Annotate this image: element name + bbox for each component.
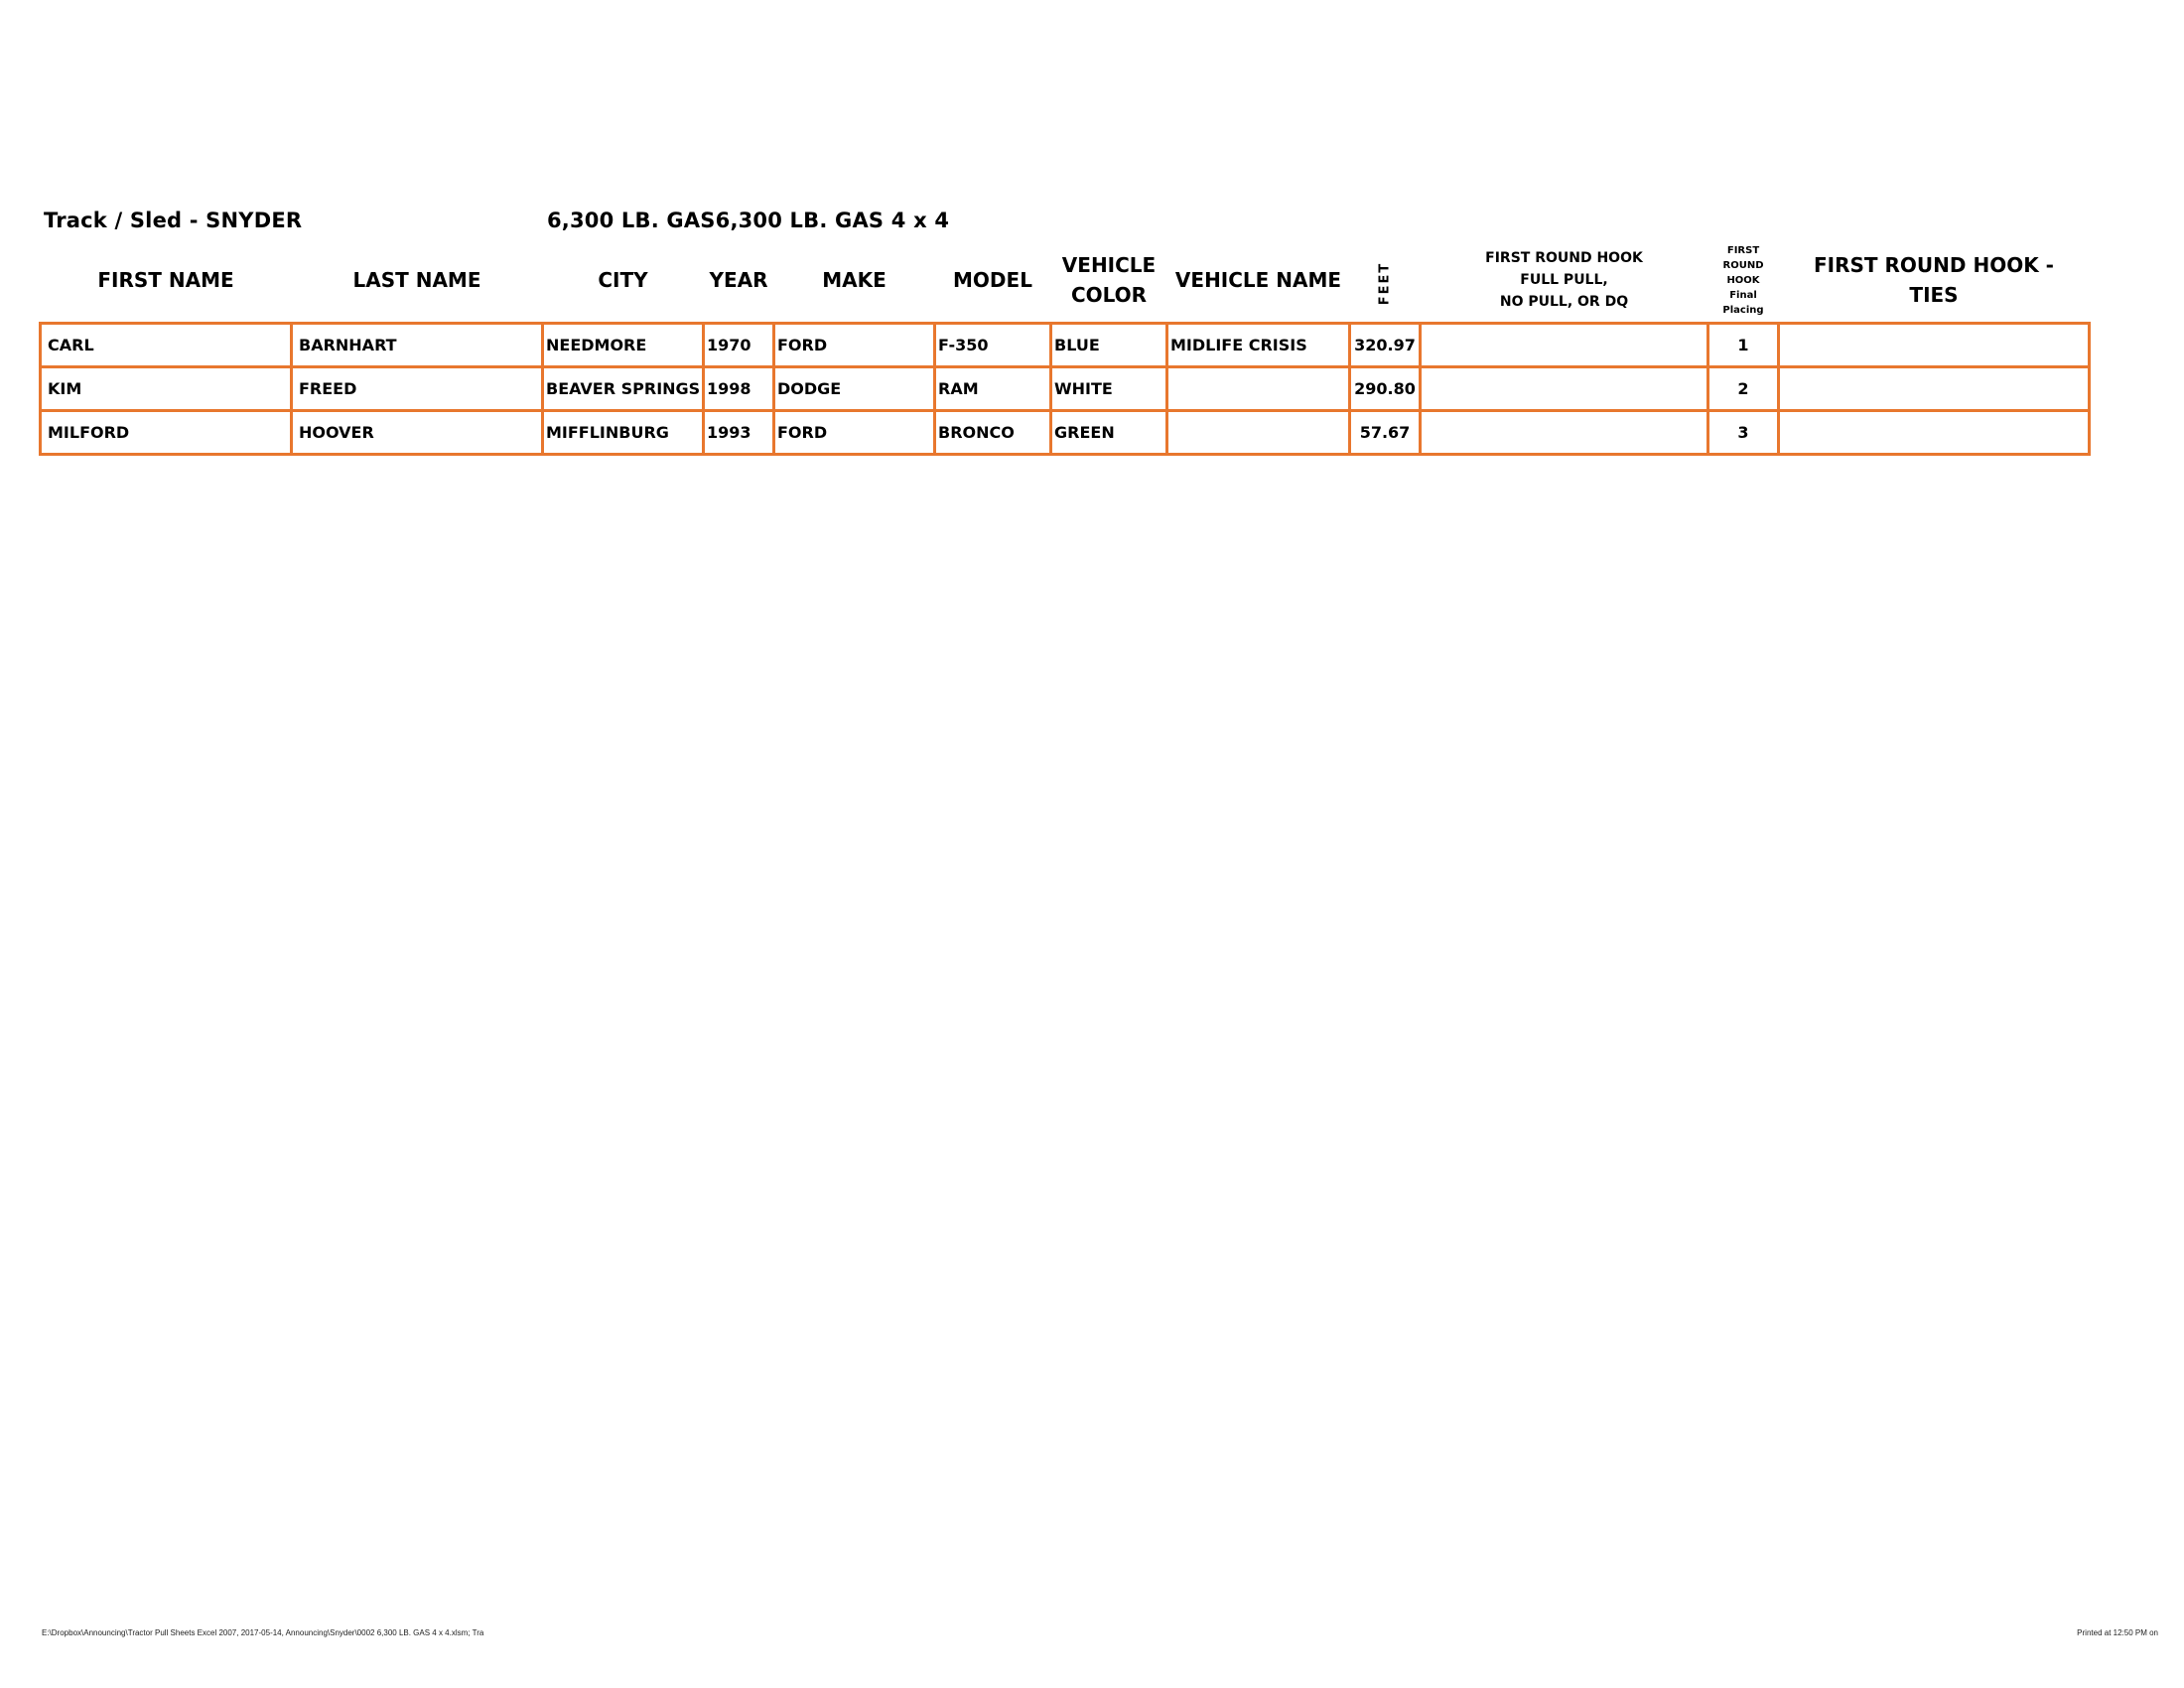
table-row xyxy=(41,324,2090,367)
cell-model[interactable]: RAM xyxy=(935,367,1051,411)
col-header-ties-line2: TIES xyxy=(1909,283,1959,307)
cell-make[interactable]: FORD xyxy=(774,411,935,455)
cell-placing[interactable]: 1 xyxy=(1708,324,1779,367)
cell-vehicle-color[interactable]: WHITE xyxy=(1051,367,1167,411)
col-header-placing-line4: Final xyxy=(1729,289,1757,301)
col-header-year: YEAR xyxy=(709,268,768,292)
track-sled-title: Track / Sled - SNYDER xyxy=(44,209,303,232)
cell-vehicle-color[interactable]: BLUE xyxy=(1051,324,1167,367)
cell-model[interactable]: BRONCO xyxy=(935,411,1051,455)
cell-ties[interactable] xyxy=(1779,367,2090,411)
header-row xyxy=(41,238,2090,324)
col-header-placing-line1: FIRST xyxy=(1726,244,1760,256)
cell-city[interactable]: MIFFLINBURG xyxy=(543,411,704,455)
cell-feet[interactable]: 320.97 xyxy=(1350,324,1421,367)
cell-placing[interactable]: 3 xyxy=(1708,411,1779,455)
table-row xyxy=(41,367,2090,411)
col-header-placing-line5: Placing xyxy=(1722,304,1764,316)
table-row xyxy=(41,411,2090,455)
cell-last-name[interactable]: BARNHART xyxy=(292,324,543,367)
cell-first-name[interactable]: KIM xyxy=(41,367,292,411)
cell-vehicle-name[interactable] xyxy=(1167,411,1350,455)
cell-hook-result[interactable] xyxy=(1421,411,1708,455)
cell-year[interactable]: 1993 xyxy=(704,411,774,455)
cell-feet[interactable]: 57.67 xyxy=(1350,411,1421,455)
cell-vehicle-name[interactable]: MIDLIFE CRISIS xyxy=(1167,324,1350,367)
col-header-feet-label: FEET xyxy=(1377,261,1393,306)
footer-printed-time: Printed at 12:50 PM on xyxy=(2077,1628,2158,1637)
cell-hook-result[interactable] xyxy=(1421,367,1708,411)
col-header-vehicle-color xyxy=(1051,238,1167,324)
cell-make[interactable]: DODGE xyxy=(774,367,935,411)
col-header-ties xyxy=(1779,238,2090,324)
col-header-hook-result xyxy=(1421,238,1708,324)
col-header-last-name: LAST NAME xyxy=(352,268,481,292)
cell-vehicle-color[interactable]: GREEN xyxy=(1051,411,1167,455)
cell-city[interactable]: NEEDMORE xyxy=(543,324,704,367)
cell-hook-result[interactable] xyxy=(1421,324,1708,367)
col-header-placing xyxy=(1708,238,1779,324)
col-header-vehicle-color-line1: VEHICLE xyxy=(1061,253,1157,277)
col-header-ties-line1: FIRST ROUND HOOK - xyxy=(1814,253,2054,277)
col-header-make: MAKE xyxy=(822,268,887,292)
class-title: 6,300 LB. GAS6,300 LB. GAS 4 x 4 xyxy=(547,209,950,232)
col-header-vehicle-name: VEHICLE NAME xyxy=(1174,268,1342,292)
footer-file-path: E:\Dropbox\Announcing\Tractor Pull Sheets Excel 2007, 2017-05-14, Announcing\Snyder\0002 6,300 LB. GAS 4 x 4.xlsm; Tra xyxy=(42,1628,484,1637)
cell-model[interactable]: F-350 xyxy=(935,324,1051,367)
col-header-city: CITY xyxy=(598,268,648,292)
cell-vehicle-name[interactable] xyxy=(1167,367,1350,411)
pull-results-table xyxy=(39,238,2091,456)
cell-placing[interactable]: 2 xyxy=(1708,367,1779,411)
cell-make[interactable]: FORD xyxy=(774,324,935,367)
cell-ties[interactable] xyxy=(1779,411,2090,455)
col-header-model: MODEL xyxy=(953,268,1032,292)
col-header-hook-line2: FULL PULL, xyxy=(1520,272,1608,288)
cell-last-name[interactable]: FREED xyxy=(292,367,543,411)
col-header-feet xyxy=(1350,238,1421,324)
cell-year[interactable]: 1970 xyxy=(704,324,774,367)
col-header-hook-line3: NO PULL, OR DQ xyxy=(1499,294,1629,310)
col-header-hook-line1: FIRST ROUND HOOK xyxy=(1485,250,1643,266)
cell-ties[interactable] xyxy=(1779,324,2090,367)
cell-first-name[interactable]: CARL xyxy=(41,324,292,367)
col-header-vehicle-color-line2: COLOR xyxy=(1070,283,1148,307)
col-header-placing-line2: ROUND xyxy=(1722,259,1764,271)
cell-city[interactable]: BEAVER SPRINGS xyxy=(543,367,704,411)
col-header-placing-line3: HOOK xyxy=(1726,274,1760,286)
cell-last-name[interactable]: HOOVER xyxy=(292,411,543,455)
col-header-first-name: FIRST NAME xyxy=(97,268,234,292)
cell-first-name[interactable]: MILFORD xyxy=(41,411,292,455)
cell-feet[interactable]: 290.80 xyxy=(1350,367,1421,411)
cell-year[interactable]: 1998 xyxy=(704,367,774,411)
